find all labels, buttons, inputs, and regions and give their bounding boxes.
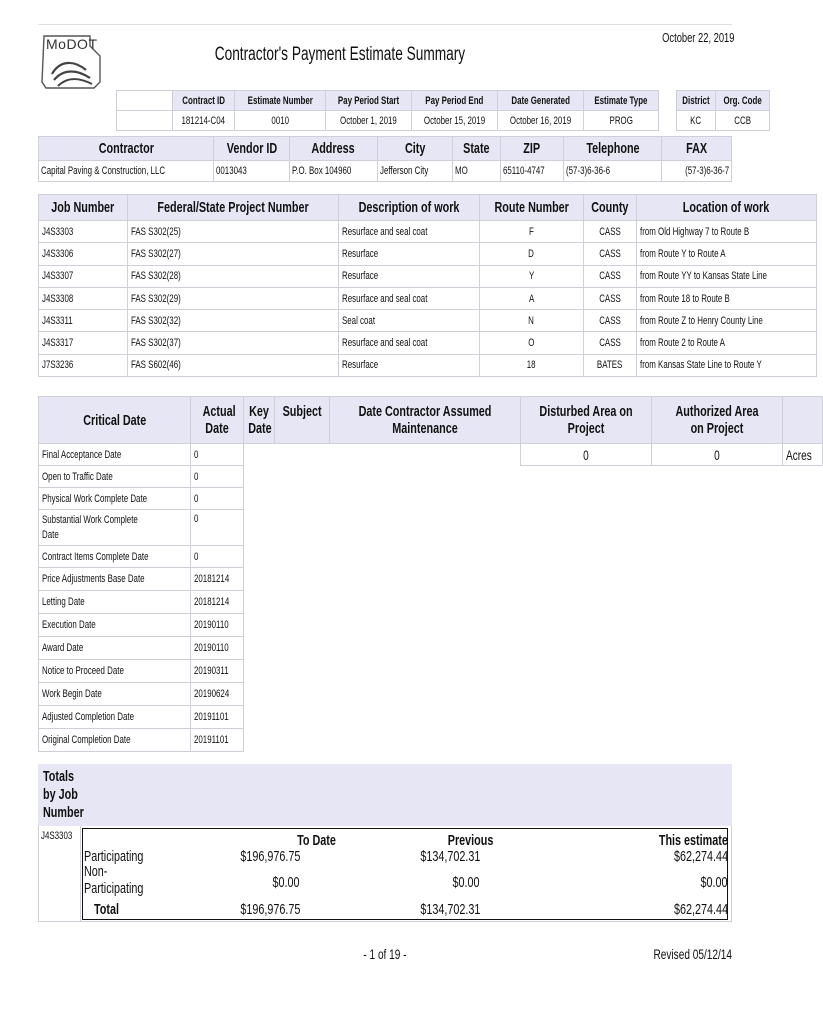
- zip: 65110-4747: [500, 161, 564, 182]
- contract-info-table: [116, 90, 770, 131]
- estimate-type-value: PROG: [584, 111, 659, 131]
- fax-header: FAX: [662, 137, 732, 161]
- job-table: [38, 194, 817, 377]
- total-previous: $134,702.31: [419, 901, 480, 918]
- non-participating-this-estimate: $0.00: [700, 874, 728, 891]
- page-number: - 1 of 19 -: [363, 946, 407, 962]
- disturbed-area-header: Disturbed Area on Project: [521, 397, 652, 444]
- key-date-header: Key Date: [243, 397, 274, 444]
- participating-previous: $134,702.31: [419, 848, 480, 865]
- pay-period-start-value: October 1, 2019: [326, 111, 412, 131]
- vendor-id: 0013043: [214, 161, 290, 182]
- to-date-header: To Date: [297, 832, 336, 849]
- pay-period-end-value: October 15, 2019: [412, 111, 498, 131]
- location-header: Location of work: [636, 195, 816, 221]
- authorized-area-header: Authorized Area on Project: [652, 397, 783, 444]
- maintenance-header: Date Contractor Assumed Maintenance: [330, 397, 521, 444]
- fax: (57-3)6-36-7: [662, 161, 732, 182]
- non-participating-previous: $0.00: [452, 874, 480, 891]
- contract-id-value: 181214-C04: [173, 111, 235, 131]
- table-row: Execution Date 20190110: [39, 614, 823, 637]
- logo-label: MoDOT: [46, 36, 98, 52]
- authorized-area-value: 0: [652, 444, 783, 466]
- address-header: Address: [290, 137, 378, 161]
- revision-date: Revised 05/12/14: [653, 946, 732, 962]
- disturbed-area-value: 0: [521, 444, 652, 466]
- table-row: Letting Date 20181214: [39, 591, 823, 614]
- table-row: J4S3311 FAS S302(32) Seal coat N CASS from Route Z to Henry County Line: [39, 310, 817, 332]
- non-participating-to-date: $0.00: [272, 874, 300, 891]
- table-row: Contract Items Complete Date 0: [39, 546, 823, 568]
- total-this-estimate: $62,274.44: [673, 901, 728, 918]
- table-row: J4S3317 FAS S302(37) Resurface and seal coat O CASS from Route 2 to Route A: [39, 332, 817, 354]
- estimate-type-header: Estimate Type: [584, 91, 659, 111]
- totals-job-number: J4S3303: [41, 830, 73, 842]
- contractor-table: [38, 136, 732, 182]
- participating-this-estimate: $62,274.44: [673, 848, 728, 865]
- this-estimate-header: This estimate: [658, 832, 728, 849]
- table-row: Notice to Proceed Date 20190311: [39, 660, 823, 683]
- critical-dates-table: [38, 396, 823, 752]
- critical-date-header: Critical Date: [39, 397, 191, 444]
- date-generated-header: Date Generated: [498, 91, 584, 111]
- date-generated-value: October 16, 2019: [498, 111, 584, 131]
- table-row: Adjusted Completion Date 20191101: [39, 706, 823, 729]
- pay-period-end-header: Pay Period End: [412, 91, 498, 111]
- table-row: J4S3306 FAS S302(27) Resurface D CASS from Route Y to Route A: [39, 243, 817, 265]
- address: P.O. Box 104960: [290, 161, 378, 182]
- participating-label: Participating: [84, 848, 144, 865]
- table-row: J4S3303 FAS S302(25) Resurface and seal coat F CASS from Old Highway 7 to Route B: [39, 221, 817, 243]
- project-number-header: Federal/State Project Number: [127, 195, 338, 221]
- job-number-header: Job Number: [39, 195, 128, 221]
- participating-to-date: $196,976.75: [239, 848, 300, 865]
- contractor-name: Capital Paving & Construction, LLC: [39, 161, 214, 182]
- table-row: J7S3236 FAS S602(46) Resurface 18 BATES from Kansas State Line to Route Y: [39, 354, 817, 376]
- estimate-number-header: Estimate Number: [234, 91, 325, 111]
- table-row: Original Completion Date 20191101: [39, 729, 823, 752]
- description-header: Description of work: [338, 195, 479, 221]
- actual-date-header: Actual Date: [190, 397, 243, 444]
- state: MO: [453, 161, 500, 182]
- county-header: County: [583, 195, 636, 221]
- total-label: Total: [94, 901, 119, 918]
- telephone-header: Telephone: [564, 137, 662, 161]
- org-code-header: Org. Code: [715, 91, 769, 111]
- table-row: Award Date 20190110: [39, 637, 823, 660]
- telephone: (57-3)6-36-6: [564, 161, 662, 182]
- previous-header: Previous: [447, 832, 494, 849]
- subject-header: Subject: [274, 397, 329, 444]
- table-row: Open to Traffic Date 0: [39, 466, 823, 488]
- estimate-number-value: 0010: [234, 111, 325, 131]
- contract-id-header: Contract ID: [173, 91, 235, 111]
- city: Jefferson City: [377, 161, 453, 182]
- state-header: State: [453, 137, 500, 161]
- area-unit: Acres: [783, 444, 823, 466]
- district-value: KC: [676, 111, 715, 131]
- zip-header: ZIP: [500, 137, 564, 161]
- top-divider: [38, 24, 732, 25]
- vendor-id-header: Vendor ID: [214, 137, 290, 161]
- table-row: J4S3308 FAS S302(29) Resurface and seal coat A CASS from Route 18 to Route B: [39, 287, 817, 309]
- pay-period-start-header: Pay Period Start: [326, 91, 412, 111]
- table-row: J4S3307 FAS S302(28) Resurface Y CASS from Route YY to Kansas State Line: [39, 265, 817, 287]
- table-row: Final Acceptance Date 0 0 0 Acres: [39, 444, 823, 466]
- org-code-value: CCB: [715, 111, 769, 131]
- total-to-date: $196,976.75: [239, 901, 300, 918]
- city-header: City: [377, 137, 453, 161]
- page-title: Contractor's Payment Estimate Summary: [214, 44, 466, 65]
- table-row: Work Begin Date 20190624: [39, 683, 823, 706]
- table-row: Substantial Work Complete Date 0: [39, 510, 823, 546]
- report-date: October 22, 2019: [661, 30, 734, 45]
- district-header: District: [676, 91, 715, 111]
- table-row: Price Adjustments Base Date 20181214: [39, 568, 823, 591]
- totals-header-band: [38, 764, 732, 826]
- totals-header-label: Totals by Job Number: [43, 768, 84, 821]
- non-participating-label: Non-Participating: [84, 863, 144, 897]
- contractor-header: Contractor: [39, 137, 214, 161]
- route-number-header: Route Number: [479, 195, 583, 221]
- table-row: Physical Work Complete Date 0: [39, 488, 823, 510]
